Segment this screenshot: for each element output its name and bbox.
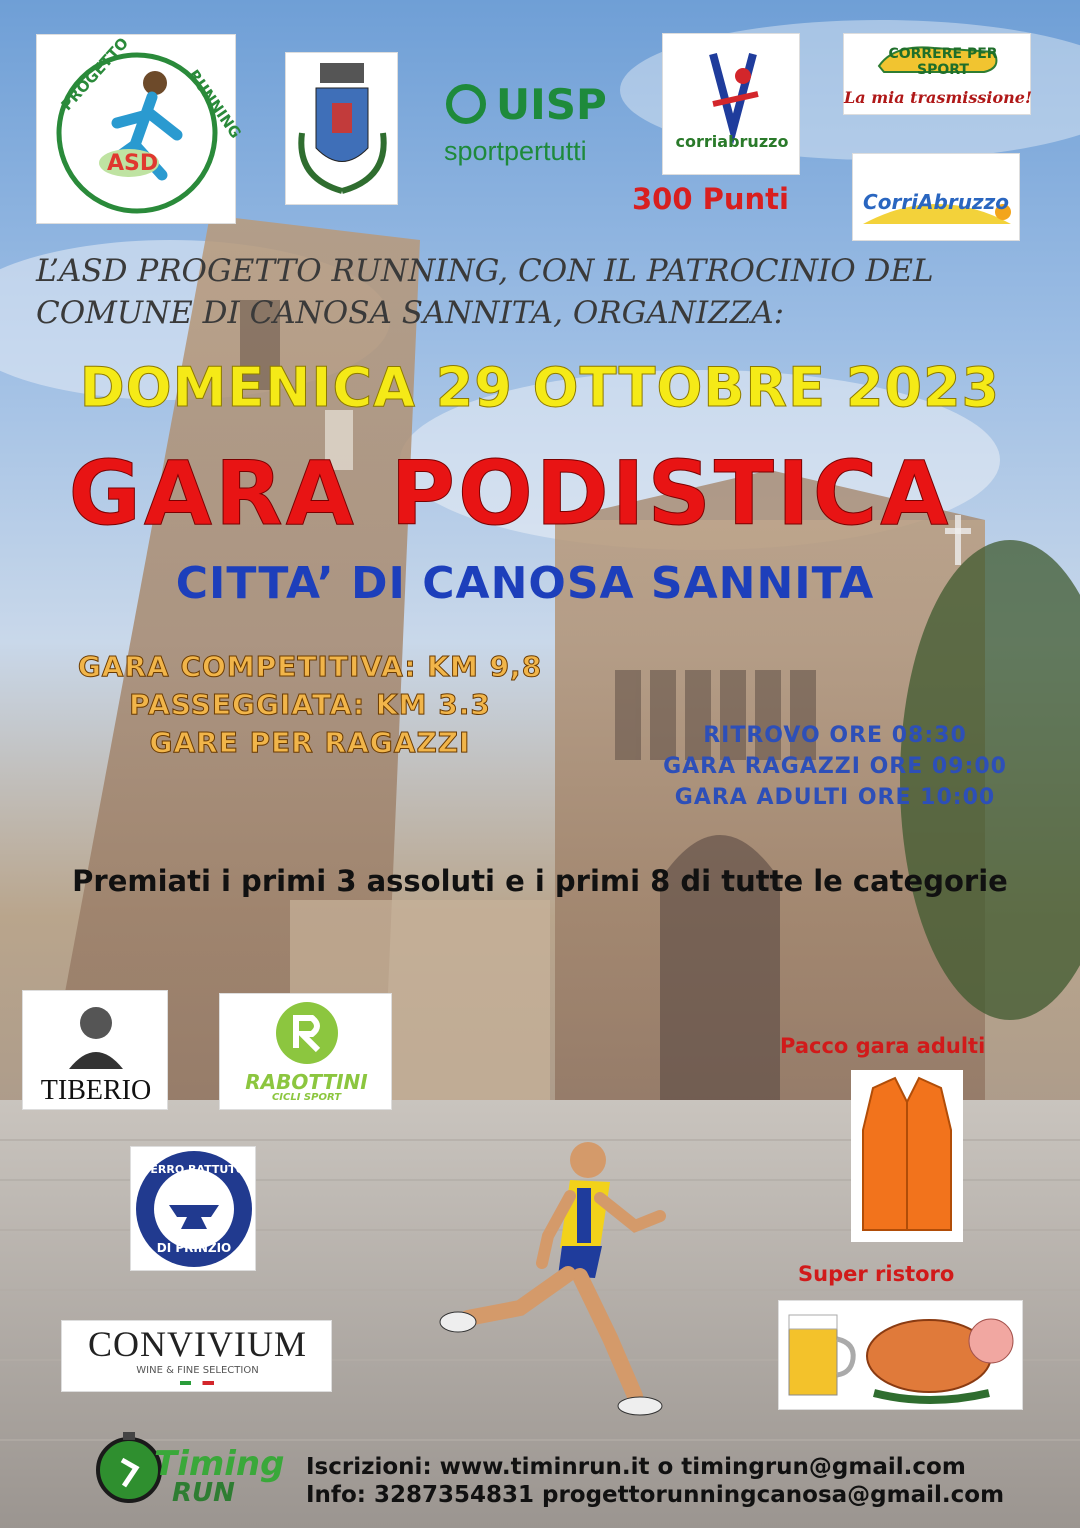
intro-line-2: COMUNE DI CANOSA SANNITA, ORGANIZZA:	[36, 295, 785, 331]
intro-line-1: L’ASD PROGETTO RUNNING, CON IL PATROCINIO DEL	[36, 253, 934, 289]
event-title: GARA PODISTICA	[68, 442, 952, 545]
asd-badge: ASD	[107, 151, 159, 176]
contact-info: Info: 3287354831 progettorunningcanosa@gmail.com	[306, 1482, 1005, 1508]
italian-flag-icon	[180, 1381, 214, 1385]
tiberio-name: TIBERIO	[40, 1075, 152, 1106]
uisp-swoosh-icon	[444, 84, 494, 124]
pacco-label: Pacco gara adulti	[780, 1034, 986, 1058]
ferro-battuto-bottom: DI PRINZIO	[156, 1241, 232, 1255]
uisp-tagline: sportpertutti	[444, 136, 587, 166]
corriabruzzo-text: corriabruzzo	[675, 132, 789, 151]
awards-text: Premiati i primi 3 assoluti e i primi 8 di tutte le categorie	[72, 864, 1008, 898]
uisp-logo	[444, 82, 634, 182]
ferro-battuto-top: FERRO BATTUTO	[142, 1163, 246, 1176]
corriabruzzo-alt-text: CorriAbruzzo	[863, 190, 1009, 214]
uisp-name: UISP	[496, 80, 607, 129]
race-item: GARE PER RAGAZZI	[149, 726, 471, 759]
orange-vest-icon	[851, 1070, 963, 1242]
convivium-logo	[61, 1320, 332, 1392]
intro-text	[36, 250, 1036, 334]
schedule-item: GARA ADULTI ORE 10:00	[674, 785, 996, 810]
vest-image	[851, 1070, 963, 1242]
race-item: PASSEGGIATA: KM 3.3	[129, 688, 491, 721]
points-label: 300 Punti	[632, 182, 789, 216]
timing-text: Timing	[154, 1444, 285, 1484]
progetto-running-logo	[36, 34, 245, 224]
corriabruzzo-alt-logo	[852, 153, 1020, 241]
comune-crest-logo	[285, 52, 398, 205]
schedule-list	[650, 720, 1020, 813]
correre-title: CORRERE PER SPORT	[888, 46, 998, 78]
timing-run-logo	[92, 1414, 292, 1510]
convivium-name: CONVIVIUM	[88, 1324, 307, 1364]
runner-figure-icon	[663, 34, 801, 176]
beer-and-roast-icon	[779, 1301, 1024, 1411]
coat-of-arms-icon	[286, 53, 399, 206]
progetto-text: PROGETTO	[57, 34, 132, 114]
event-date: DOMENICA 29 OTTOBRE 2023	[79, 356, 1001, 419]
r-badge-icon	[274, 1000, 340, 1066]
schedule-item: GARA RAGAZZI ORE 09:00	[663, 754, 1007, 779]
race-list	[40, 648, 580, 762]
event-subtitle: CITTA’ DI CANOSA SANNITA	[175, 558, 875, 609]
running-athlete-image	[430, 1138, 670, 1438]
convivium-sub: WINE & FINE SELECTION	[136, 1365, 259, 1376]
correre-per-sport-logo	[843, 33, 1031, 115]
run-text: RUN	[172, 1478, 235, 1508]
ristoro-label: Super ristoro	[798, 1262, 955, 1286]
registration-info: Iscrizioni: www.timinrun.it o timingrun@gmail.com	[306, 1454, 966, 1480]
schedule-item: RITROVO ORE 08:30	[703, 723, 967, 748]
rabottini-logo	[219, 993, 392, 1110]
tiberio-logo	[22, 990, 168, 1110]
portrait-icon	[61, 997, 131, 1069]
race-item: GARA COMPETITIVA: KM 9,8	[77, 650, 543, 683]
ristoro-image	[778, 1300, 1023, 1410]
rabottini-name: RABOTTINI	[245, 1070, 368, 1094]
runner-logo-icon	[37, 35, 237, 225]
correre-tagline: La mia trasmissione!	[844, 88, 1032, 107]
rabottini-sub: CICLI SPORT	[271, 1092, 342, 1103]
running-text: RUNNING	[184, 66, 245, 142]
corriabruzzo-logo	[662, 33, 800, 175]
ferro-battuto-logo	[130, 1146, 256, 1271]
